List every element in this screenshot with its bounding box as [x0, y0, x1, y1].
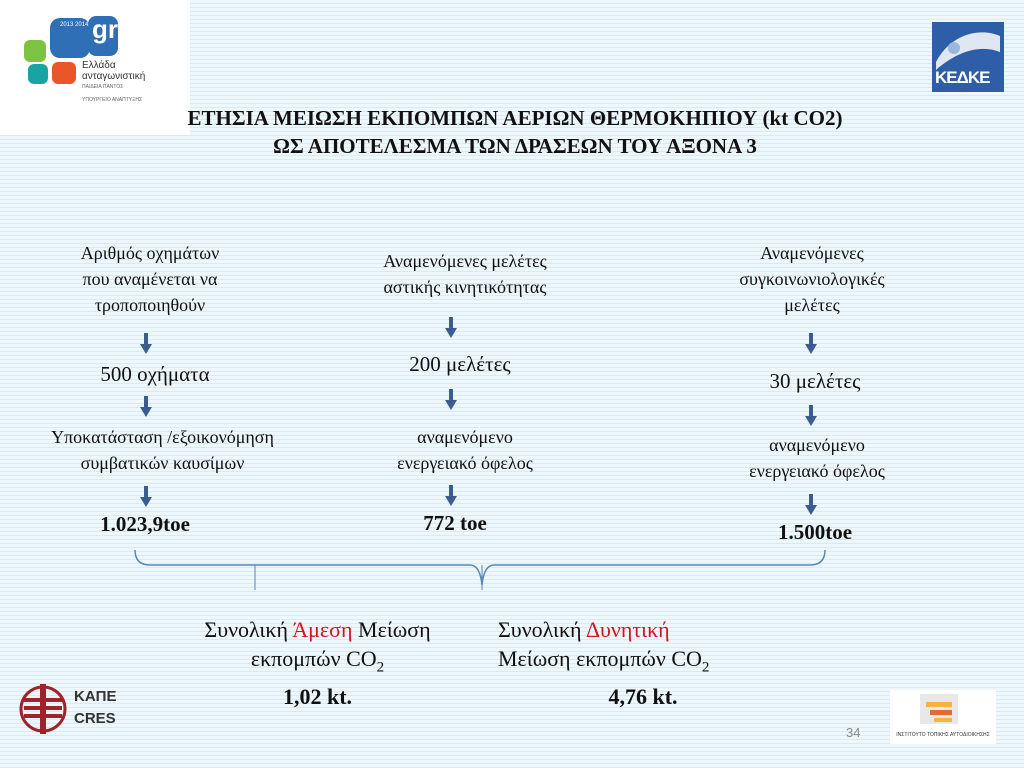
col1-benefit — [0, 424, 325, 476]
summary-direct-prefix: Συνολική — [204, 617, 293, 642]
kedke-logo — [932, 22, 1004, 92]
cres-line2: CRES — [74, 710, 116, 727]
col1-result: 1.023,9toe — [100, 512, 190, 536]
down-arrow-icon — [139, 486, 153, 508]
logo-line1: Ελλάδα — [82, 60, 116, 71]
down-arrow-icon — [444, 317, 458, 339]
col2-result: 772 toe — [423, 511, 487, 535]
col2-benefit — [350, 424, 580, 476]
summary-direct-sub: 2 — [376, 659, 385, 676]
ita-logo-graphic — [890, 690, 996, 730]
down-arrow-icon — [139, 333, 153, 355]
logo-years: 2013 2014 — [60, 22, 89, 28]
summary-potential-line1 — [498, 615, 828, 644]
col2-count: 200 μελέτες — [409, 352, 511, 376]
col3-header-line: Αναμενόμενες — [760, 243, 864, 263]
summary-potential-value: 4,76 kt. — [608, 684, 678, 710]
title-line-2: ΩΣ ΑΠΟΤΕΛΕΣΜΑ ΤΩΝ ΔΡΑΣΕΩΝ ΤΟΥ ΑΞΟΝΑ 3 — [273, 134, 757, 158]
down-arrow-icon — [804, 405, 818, 427]
col1-header-line: που αναμένεται να — [82, 269, 218, 289]
down-arrow-icon — [804, 333, 818, 355]
col3-result: 1.500toe — [777, 520, 853, 544]
col2-header-line: αστικής κινητικότητας — [383, 277, 547, 297]
col3-header-line: μελέτες — [784, 295, 840, 315]
down-arrow-icon — [139, 396, 153, 418]
cres-line1: ΚΑΠΕ — [74, 688, 117, 705]
down-arrow-icon — [444, 485, 458, 507]
ita-logo — [890, 690, 996, 744]
summary-potential-text: Μείωση εκπομπών CO — [498, 646, 702, 671]
down-arrow-icon — [444, 389, 458, 411]
logo-line3: ΠΑΙΔΕΙΑ ΠΑΝΤΟΣ — [82, 84, 124, 90]
col3-benefit-line: ενεργειακό όφελος — [749, 461, 885, 481]
summary-direct-value: 1,02 kt. — [282, 684, 353, 710]
col3-header — [692, 240, 932, 318]
gr-mark: gr — [92, 14, 118, 44]
col1-count: 500 οχήματα — [100, 362, 210, 386]
title-line-1: ΕΤΗΣΙΑ ΜΕΙΩΣΗ ΕΚΠΟΜΠΩΝ ΑΕΡΙΩΝ ΘΕΡΜΟΚΗΠΙΟΥ (kt CO2) — [187, 106, 843, 130]
summary-potential-line2 — [498, 644, 828, 682]
col1-header — [40, 240, 260, 318]
logo-line4: ΥΠΟΥΡΓΕΙΟ ΑΝΑΠΤΥΞΗΣ — [82, 97, 143, 103]
summary-direct-line2 — [150, 644, 485, 682]
summary-potential-prefix: Συνολική — [498, 617, 586, 642]
page-number: 34 — [846, 725, 861, 740]
col3-count: 30 μελέτες — [769, 369, 861, 393]
logo-line2: ανταγωνιστική — [82, 71, 146, 82]
kedke-text: ΚΕΔΚΕ — [935, 68, 990, 87]
down-arrow-icon — [804, 494, 818, 516]
col3-benefit — [702, 432, 932, 484]
col1-header-line: τροποποιηθούν — [94, 295, 206, 315]
summary-potential — [498, 615, 828, 711]
col1-benefit-line: συμβατικών καυσίμων — [80, 453, 245, 473]
summary-potential-highlight: Δυνητική — [585, 617, 670, 642]
cres-logo — [18, 672, 128, 747]
col1-header-line: Αριθμός οχημάτων — [80, 243, 220, 263]
summary-potential-sub: 2 — [701, 659, 710, 676]
col1-benefit-line: Υποκατάσταση /εξοικονόμηση — [51, 427, 274, 447]
col2-header — [340, 248, 590, 300]
summary-direct — [150, 615, 485, 711]
col2-header-line: Αναμενόμενες μελέτες — [383, 251, 547, 271]
summary-direct-highlight: Άμεση — [292, 617, 353, 642]
cres-logo-graphic — [18, 672, 68, 747]
col2-benefit-line: ενεργειακό όφελος — [397, 453, 533, 473]
ita-text: ΙΝΣΤΙΤΟΥΤΟ ΤΟΠΙΚΗΣ ΑΥΤΟΔΙΟΙΚΗΣΗΣ — [896, 732, 990, 738]
summary-direct-line1 — [150, 615, 485, 644]
summary-direct-text: εκπομπών CO — [250, 646, 377, 671]
slide-title — [100, 104, 930, 160]
col3-header-line: συγκοινωνιολογικές — [739, 269, 885, 289]
col2-benefit-line: αναμενόμενο — [417, 427, 513, 447]
grouping-brace — [120, 545, 840, 595]
col3-benefit-line: αναμενόμενο — [769, 435, 865, 455]
summary-direct-suffix: Μείωση — [352, 617, 431, 642]
